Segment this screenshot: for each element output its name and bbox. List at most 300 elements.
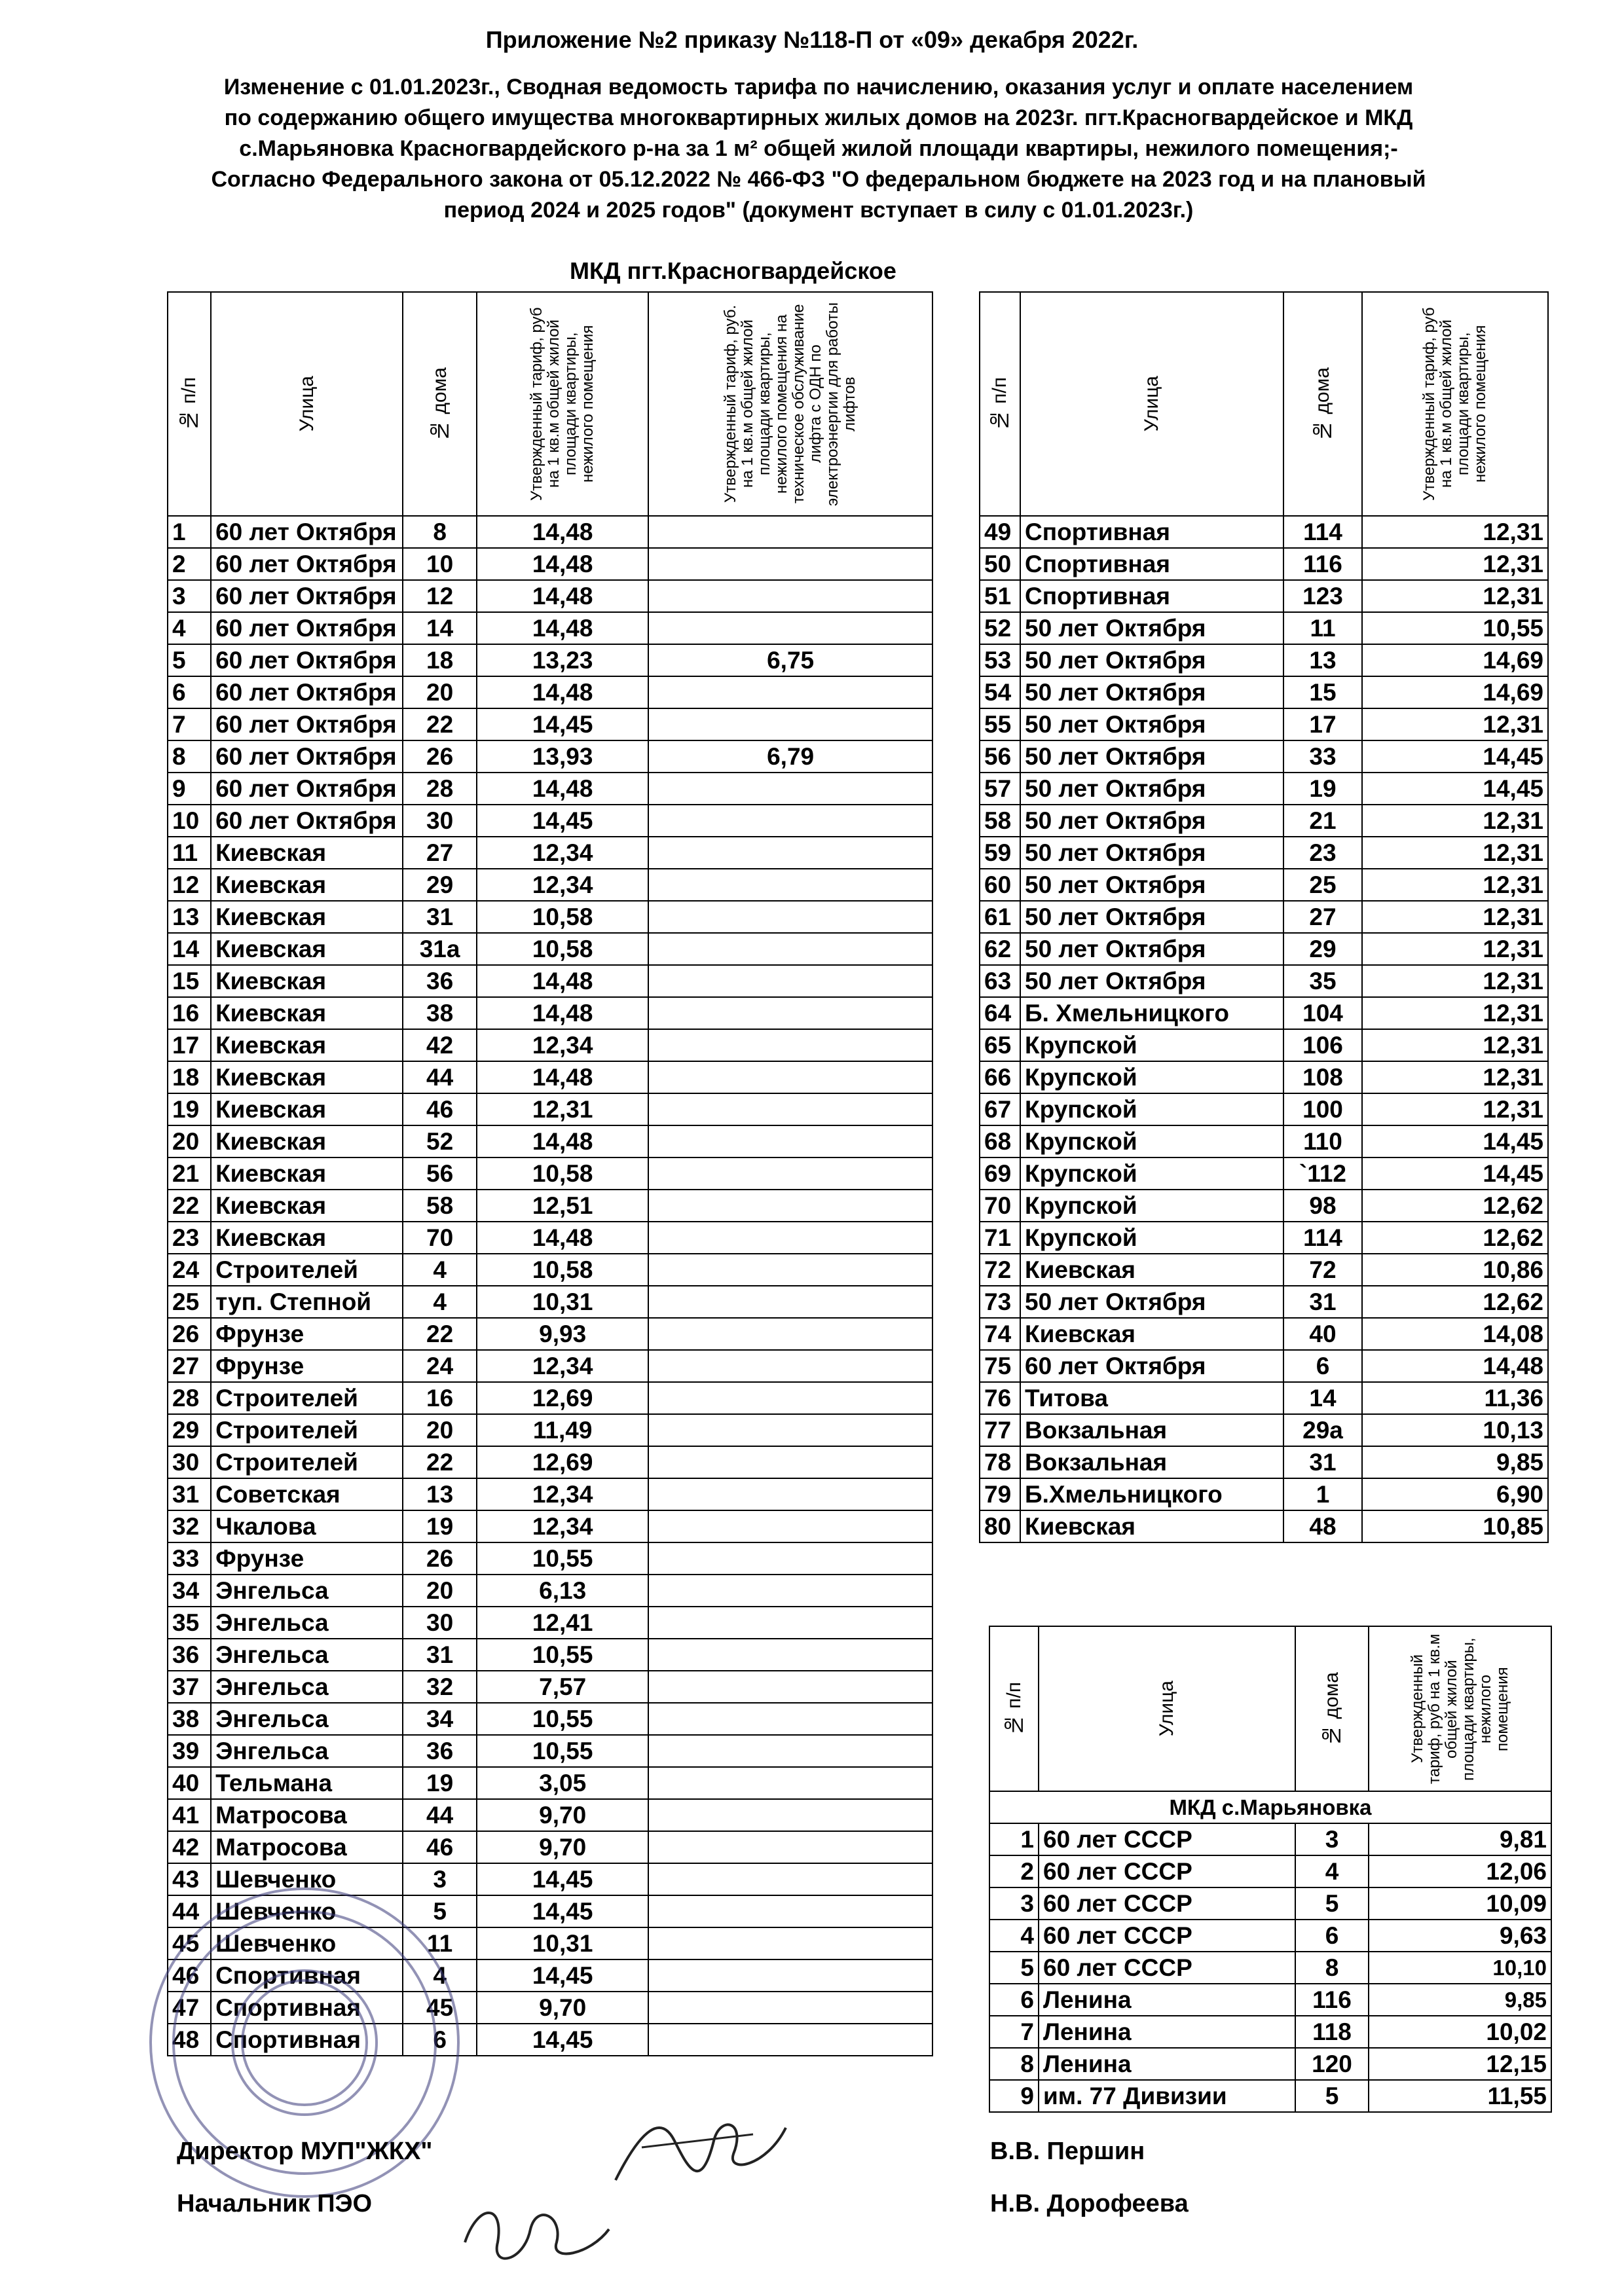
row-number: 61 xyxy=(980,901,1020,933)
street-name: Киевская xyxy=(211,1125,403,1157)
house-number: 123 xyxy=(1283,580,1362,612)
tariff-table-krasnogvardeyskoe xyxy=(167,291,933,2056)
house-number: 108 xyxy=(1283,1061,1362,1093)
table-row xyxy=(989,1887,1551,1920)
street-name: Киевская xyxy=(211,837,403,869)
table-row xyxy=(980,901,1548,933)
lift-tariff-value xyxy=(648,1093,932,1125)
table-row xyxy=(168,1831,932,1863)
street-name: Спортивная xyxy=(211,2024,403,2056)
street-name: 60 лет СССР xyxy=(1039,1920,1295,1952)
house-number: 72 xyxy=(1283,1254,1362,1286)
street-name: Шевченко xyxy=(211,1895,403,1927)
table-row xyxy=(989,1984,1551,2016)
row-number: 50 xyxy=(980,548,1020,580)
street-name: Киевская xyxy=(211,1222,403,1254)
tariff-value: 12,31 xyxy=(1362,869,1548,901)
col-header-num: № п/п xyxy=(989,1626,1039,1791)
house-number: 6 xyxy=(1295,1920,1369,1952)
table-row xyxy=(980,869,1548,901)
street-name: Киевская xyxy=(211,997,403,1029)
row-number: 9 xyxy=(989,2080,1039,2112)
tariff-value: 10,85 xyxy=(1362,1510,1548,1542)
street-name: Вокзальная xyxy=(1020,1414,1283,1446)
lift-tariff-value xyxy=(648,1863,932,1895)
col-header-num: № п/п xyxy=(980,292,1020,516)
table-row xyxy=(980,1190,1548,1222)
table-row xyxy=(989,1952,1551,1984)
table-row xyxy=(168,644,932,676)
street-name: Вокзальная xyxy=(1020,1446,1283,1478)
street-name: 60 лет СССР xyxy=(1039,1887,1295,1920)
table-header-row xyxy=(980,292,1548,516)
street-name: 50 лет Октября xyxy=(1020,644,1283,676)
row-number: 36 xyxy=(168,1639,211,1671)
row-number: 23 xyxy=(168,1222,211,1254)
table-row xyxy=(168,1510,932,1542)
tariff-value: 9,70 xyxy=(477,1799,648,1831)
tariff-value: 10,55 xyxy=(477,1639,648,1671)
tariff-value: 14,48 xyxy=(1362,1350,1548,1382)
table-row xyxy=(168,869,932,901)
row-number: 17 xyxy=(168,1029,211,1061)
tariff-value: 13,93 xyxy=(477,740,648,773)
house-number: 31 xyxy=(403,1639,477,1671)
street-name: Крупской xyxy=(1020,1061,1283,1093)
house-number: 17 xyxy=(1283,708,1362,740)
table-row xyxy=(989,2016,1551,2048)
tariff-value: 14,45 xyxy=(477,1895,648,1927)
tariff-value: 12,34 xyxy=(477,1510,648,1542)
tariff-value: 12,31 xyxy=(1362,1093,1548,1125)
street-name: 50 лет Октября xyxy=(1020,773,1283,805)
house-number: 21 xyxy=(1283,805,1362,837)
street-name: 50 лет Октября xyxy=(1020,612,1283,644)
tariff-value: 11,55 xyxy=(1369,2080,1551,2112)
street-name: Киевская xyxy=(1020,1318,1283,1350)
tariff-value: 12,31 xyxy=(1362,1029,1548,1061)
tariff-value: 12,31 xyxy=(1362,997,1548,1029)
street-name: Спортивная xyxy=(1020,548,1283,580)
table-row xyxy=(980,612,1548,644)
house-number: 16 xyxy=(403,1382,477,1414)
tariff-value: 10,58 xyxy=(477,933,648,965)
table-row xyxy=(168,901,932,933)
street-name: Киевская xyxy=(211,933,403,965)
table-row xyxy=(168,1799,932,1831)
table-row xyxy=(980,933,1548,965)
row-number: 38 xyxy=(168,1703,211,1735)
lift-tariff-value xyxy=(648,1382,932,1414)
table-row xyxy=(168,1190,932,1222)
table-row xyxy=(168,676,932,708)
house-number: 12 xyxy=(403,580,477,612)
row-number: 64 xyxy=(980,997,1020,1029)
table-row xyxy=(168,1478,932,1510)
row-number: 56 xyxy=(980,740,1020,773)
row-number: 2 xyxy=(989,1855,1039,1887)
house-number: 5 xyxy=(403,1895,477,1927)
row-number: 60 xyxy=(980,869,1020,901)
tariff-value: 10,31 xyxy=(477,1286,648,1318)
street-name: Шевченко xyxy=(211,1863,403,1895)
tariff-value: 14,48 xyxy=(477,965,648,997)
house-number: 114 xyxy=(1283,516,1362,548)
director-title: Директор МУП"ЖКХ" xyxy=(177,2138,433,2165)
row-number: 5 xyxy=(989,1952,1039,1984)
street-name: Матросова xyxy=(211,1799,403,1831)
lift-tariff-value xyxy=(648,869,932,901)
street-name: Энгельса xyxy=(211,1639,403,1671)
subtitle-line: период 2024 и 2025 годов" (документ вступает в силу с 01.01.2023г.) xyxy=(443,198,1194,223)
subtitle-line: Согласно Федерального закона от 05.12.2022 № 466-ФЗ "О федеральном бюджете на 2023 год и на плановый xyxy=(211,167,1426,192)
row-number: 25 xyxy=(168,1286,211,1318)
row-number: 62 xyxy=(980,933,1020,965)
table-row xyxy=(980,548,1548,580)
table-row xyxy=(168,1767,932,1799)
lift-tariff-value xyxy=(648,1639,932,1671)
street-name: Тельмана xyxy=(211,1767,403,1799)
house-number: 29а xyxy=(1283,1414,1362,1446)
house-number: 116 xyxy=(1295,1984,1369,2016)
table-row xyxy=(980,580,1548,612)
lift-tariff-value: 6,75 xyxy=(648,644,932,676)
table-row xyxy=(980,1414,1548,1446)
col-header-tariff: Утвержденный тариф, руб на 1 кв.м общей жилой площади квартиры, нежилого помещения xyxy=(477,292,648,516)
table1-caption: МКД пгт.Красногвардейское xyxy=(570,257,896,284)
street-name: Крупской xyxy=(1020,1190,1283,1222)
table-row xyxy=(980,965,1548,997)
house-number: 36 xyxy=(403,1735,477,1767)
tariff-value: 14,48 xyxy=(477,1061,648,1093)
house-number: 104 xyxy=(1283,997,1362,1029)
lift-tariff-value xyxy=(648,1254,932,1286)
row-number: 30 xyxy=(168,1446,211,1478)
street-name: Строителей xyxy=(211,1446,403,1478)
col-header-lift-tariff: Утвержденный тариф, руб. на 1 кв.м общей жилой площади квартиры, нежилого помещения на техническое обслуживание лифта с ОДН по электроэнергии для работы лифтов xyxy=(648,292,932,516)
row-number: 2 xyxy=(168,548,211,580)
tariff-value: 12,34 xyxy=(477,1350,648,1382)
house-number: 56 xyxy=(403,1157,477,1190)
row-number: 66 xyxy=(980,1061,1020,1093)
house-number: 30 xyxy=(403,1607,477,1639)
lift-tariff-value xyxy=(648,1607,932,1639)
house-number: 27 xyxy=(1283,901,1362,933)
table-row xyxy=(980,516,1548,548)
tariff-value: 9,70 xyxy=(477,1992,648,2024)
lift-tariff-value xyxy=(648,1735,932,1767)
signature-icon xyxy=(452,2190,622,2275)
house-number: 18 xyxy=(403,644,477,676)
tariff-value: 10,55 xyxy=(477,1703,648,1735)
col-header-house: № дома xyxy=(1283,292,1362,516)
table-row xyxy=(168,1575,932,1607)
tariff-value: 10,31 xyxy=(477,1927,648,1959)
lift-tariff-value xyxy=(648,1125,932,1157)
lift-tariff-value xyxy=(648,1029,932,1061)
street-name: Крупской xyxy=(1020,1222,1283,1254)
table-row xyxy=(168,1350,932,1382)
col-header-street: Улица xyxy=(1020,292,1283,516)
lift-tariff-value xyxy=(648,676,932,708)
street-name: 60 лет СССР xyxy=(1039,1952,1295,1984)
row-number: 19 xyxy=(168,1093,211,1125)
house-number: 6 xyxy=(1283,1350,1362,1382)
row-number: 4 xyxy=(989,1920,1039,1952)
table-row xyxy=(168,1222,932,1254)
row-number: 78 xyxy=(980,1446,1020,1478)
street-name: 60 лет Октября xyxy=(211,773,403,805)
row-number: 77 xyxy=(980,1414,1020,1446)
tariff-value: 10,55 xyxy=(477,1735,648,1767)
row-number: 67 xyxy=(980,1093,1020,1125)
row-number: 3 xyxy=(168,580,211,612)
street-name: Энгельса xyxy=(211,1735,403,1767)
street-name: Крупской xyxy=(1020,1125,1283,1157)
subtitle-line: с.Марьяновка Красногвардейского р-на за 1 м² общей жилой площади квартиры, нежилого помещения;- xyxy=(239,136,1398,161)
table-row xyxy=(980,1478,1548,1510)
street-name: Фрунзе xyxy=(211,1350,403,1382)
tariff-value: 9,81 xyxy=(1369,1823,1551,1855)
row-number: 8 xyxy=(168,740,211,773)
house-number: 52 xyxy=(403,1125,477,1157)
table-row xyxy=(168,773,932,805)
house-number: 10 xyxy=(403,548,477,580)
house-number: 31 xyxy=(1283,1446,1362,1478)
tariff-value: 14,45 xyxy=(477,805,648,837)
row-number: 79 xyxy=(980,1478,1020,1510)
table-row xyxy=(168,933,932,965)
lift-tariff-value xyxy=(648,1190,932,1222)
tariff-value: 3,05 xyxy=(477,1767,648,1799)
house-number: 29 xyxy=(1283,933,1362,965)
row-number: 26 xyxy=(168,1318,211,1350)
tariff-value: 14,45 xyxy=(1362,740,1548,773)
lift-tariff-value xyxy=(648,1222,932,1254)
lift-tariff-value xyxy=(648,516,932,548)
street-name: 50 лет Октября xyxy=(1020,805,1283,837)
table-row xyxy=(980,1157,1548,1190)
lift-tariff-value xyxy=(648,1895,932,1927)
tariff-value: 12,69 xyxy=(477,1446,648,1478)
table-row xyxy=(980,1029,1548,1061)
house-number: 32 xyxy=(403,1671,477,1703)
street-name: Энгельса xyxy=(211,1575,403,1607)
tariff-value: 12,62 xyxy=(1362,1286,1548,1318)
house-number: 19 xyxy=(403,1510,477,1542)
house-number: 118 xyxy=(1295,2016,1369,2048)
table-row xyxy=(980,1222,1548,1254)
row-number: 80 xyxy=(980,1510,1020,1542)
tariff-value: 11,36 xyxy=(1362,1382,1548,1414)
row-number: 75 xyxy=(980,1350,1020,1382)
lift-tariff-value xyxy=(648,1767,932,1799)
row-number: 40 xyxy=(168,1767,211,1799)
table-row xyxy=(168,1093,932,1125)
row-number: 32 xyxy=(168,1510,211,1542)
table-row xyxy=(989,1920,1551,1952)
street-name: 60 лет Октября xyxy=(211,516,403,548)
house-number: 36 xyxy=(403,965,477,997)
row-number: 35 xyxy=(168,1607,211,1639)
house-number: 26 xyxy=(403,740,477,773)
house-number: 1 xyxy=(1283,1478,1362,1510)
house-number: 5 xyxy=(1295,2080,1369,2112)
house-number: 3 xyxy=(1295,1823,1369,1855)
table-row xyxy=(980,676,1548,708)
tariff-value: 10,86 xyxy=(1362,1254,1548,1286)
house-number: 33 xyxy=(1283,740,1362,773)
street-name: 60 лет Октября xyxy=(211,805,403,837)
row-number: 41 xyxy=(168,1799,211,1831)
table-row xyxy=(168,740,932,773)
table-row xyxy=(980,1061,1548,1093)
col-header-street: Улица xyxy=(1039,1626,1295,1791)
tariff-value: 12,06 xyxy=(1369,1855,1551,1887)
tariff-value: 14,45 xyxy=(477,1959,648,1992)
house-number: 19 xyxy=(403,1767,477,1799)
street-name: Киевская xyxy=(211,1061,403,1093)
signature-icon xyxy=(602,2102,799,2200)
street-name: 60 лет Октября xyxy=(211,644,403,676)
tariff-value: 10,55 xyxy=(477,1542,648,1575)
table-row xyxy=(989,1855,1551,1887)
table-row xyxy=(980,740,1548,773)
tariff-value: 12,34 xyxy=(477,1478,648,1510)
house-number: 25 xyxy=(1283,869,1362,901)
table-row xyxy=(980,708,1548,740)
house-number: 40 xyxy=(1283,1318,1362,1350)
table3-caption-row xyxy=(989,1791,1551,1823)
street-name: Строителей xyxy=(211,1254,403,1286)
lift-tariff-value xyxy=(648,901,932,933)
row-number: 68 xyxy=(980,1125,1020,1157)
row-number: 15 xyxy=(168,965,211,997)
table-row xyxy=(980,1125,1548,1157)
lift-tariff-value xyxy=(648,1671,932,1703)
tariff-value: 9,70 xyxy=(477,1831,648,1863)
row-number: 5 xyxy=(168,644,211,676)
peo-title: Начальник ПЭО xyxy=(177,2190,373,2217)
row-number: 53 xyxy=(980,644,1020,676)
tariff-value: 14,45 xyxy=(1362,773,1548,805)
table-row xyxy=(980,1446,1548,1478)
house-number: 4 xyxy=(403,1959,477,1992)
lift-tariff-value xyxy=(648,1414,932,1446)
street-name: Спортивная xyxy=(1020,580,1283,612)
tariff-value: 9,85 xyxy=(1362,1446,1548,1478)
house-number: 31 xyxy=(403,901,477,933)
lift-tariff-value xyxy=(648,548,932,580)
row-number: 18 xyxy=(168,1061,211,1093)
lift-tariff-value xyxy=(648,1575,932,1607)
street-name: 50 лет Октября xyxy=(1020,965,1283,997)
street-name: 60 лет СССР xyxy=(1039,1855,1295,1887)
street-name: 50 лет Октября xyxy=(1020,708,1283,740)
table-row xyxy=(980,837,1548,869)
row-number: 73 xyxy=(980,1286,1020,1318)
house-number: 22 xyxy=(403,1318,477,1350)
row-number: 6 xyxy=(989,1984,1039,2016)
subtitle-line: по содержанию общего имущества многоквартирных жилых домов на 2023г. пгт.Красногвардейское и МКД xyxy=(224,105,1413,130)
table-row xyxy=(980,644,1548,676)
tariff-value: 10,13 xyxy=(1362,1414,1548,1446)
tariff-value: 14,45 xyxy=(477,1863,648,1895)
table-row xyxy=(168,1382,932,1414)
house-number: 3 xyxy=(403,1863,477,1895)
house-number: 46 xyxy=(403,1831,477,1863)
tariff-value: 14,45 xyxy=(477,708,648,740)
house-number: 8 xyxy=(1295,1952,1369,1984)
peo-name: Н.В. Дорофеева xyxy=(990,2190,1189,2217)
lift-tariff-value xyxy=(648,1992,932,2024)
tariff-value: 12,31 xyxy=(1362,837,1548,869)
row-number: 7 xyxy=(989,2016,1039,2048)
street-name: 60 лет СССР xyxy=(1039,1823,1295,1855)
row-number: 55 xyxy=(980,708,1020,740)
lift-tariff-value xyxy=(648,1478,932,1510)
tariff-value: 9,93 xyxy=(477,1318,648,1350)
row-number: 59 xyxy=(980,837,1020,869)
street-name: Крупской xyxy=(1020,1157,1283,1190)
street-name: 60 лет Октября xyxy=(211,676,403,708)
row-number: 11 xyxy=(168,837,211,869)
row-number: 14 xyxy=(168,933,211,965)
tariff-value: 14,48 xyxy=(477,516,648,548)
house-number: 8 xyxy=(403,516,477,548)
table-row xyxy=(980,1510,1548,1542)
col-header-house: № дома xyxy=(1295,1626,1369,1791)
table-row xyxy=(168,612,932,644)
tariff-table-krasnogvardeyskoe-continued xyxy=(979,291,1549,1543)
street-name: 50 лет Октября xyxy=(1020,933,1283,965)
lift-tariff-value xyxy=(648,1061,932,1093)
row-number: 45 xyxy=(168,1927,211,1959)
col-header-street: Улица xyxy=(211,292,403,516)
row-number: 7 xyxy=(168,708,211,740)
tariff-value: 12,34 xyxy=(477,869,648,901)
tariff-value: 10,55 xyxy=(1362,612,1548,644)
house-number: 29 xyxy=(403,869,477,901)
table-row xyxy=(168,1318,932,1350)
street-name: Киевская xyxy=(211,965,403,997)
tariff-value: 12,34 xyxy=(477,837,648,869)
street-name: Спортивная xyxy=(211,1992,403,2024)
house-number: 11 xyxy=(403,1927,477,1959)
table-row xyxy=(980,1350,1548,1382)
col-header-num: № п/п xyxy=(168,292,211,516)
street-name: Энгельса xyxy=(211,1607,403,1639)
tariff-value: 12,31 xyxy=(1362,708,1548,740)
tariff-value: 14,48 xyxy=(477,676,648,708)
col-header-tariff: Утвержденный тариф, руб на 1 кв.м общей жилой площади квартиры, нежилого помещения xyxy=(1362,292,1548,516)
tariff-value: 14,48 xyxy=(477,773,648,805)
table-row xyxy=(980,1093,1548,1125)
row-number: 63 xyxy=(980,965,1020,997)
house-number: 30 xyxy=(403,805,477,837)
tariff-value: 14,69 xyxy=(1362,644,1548,676)
table-row xyxy=(980,1286,1548,1318)
table-row xyxy=(980,805,1548,837)
lift-tariff-value xyxy=(648,1831,932,1863)
table3-caption: МКД с.Марьяновка xyxy=(989,1791,1551,1823)
table-row xyxy=(980,773,1548,805)
street-name: 50 лет Октября xyxy=(1020,869,1283,901)
street-name: 50 лет Октября xyxy=(1020,1286,1283,1318)
row-number: 6 xyxy=(168,676,211,708)
street-name: Строителей xyxy=(211,1414,403,1446)
house-number: 22 xyxy=(403,1446,477,1478)
